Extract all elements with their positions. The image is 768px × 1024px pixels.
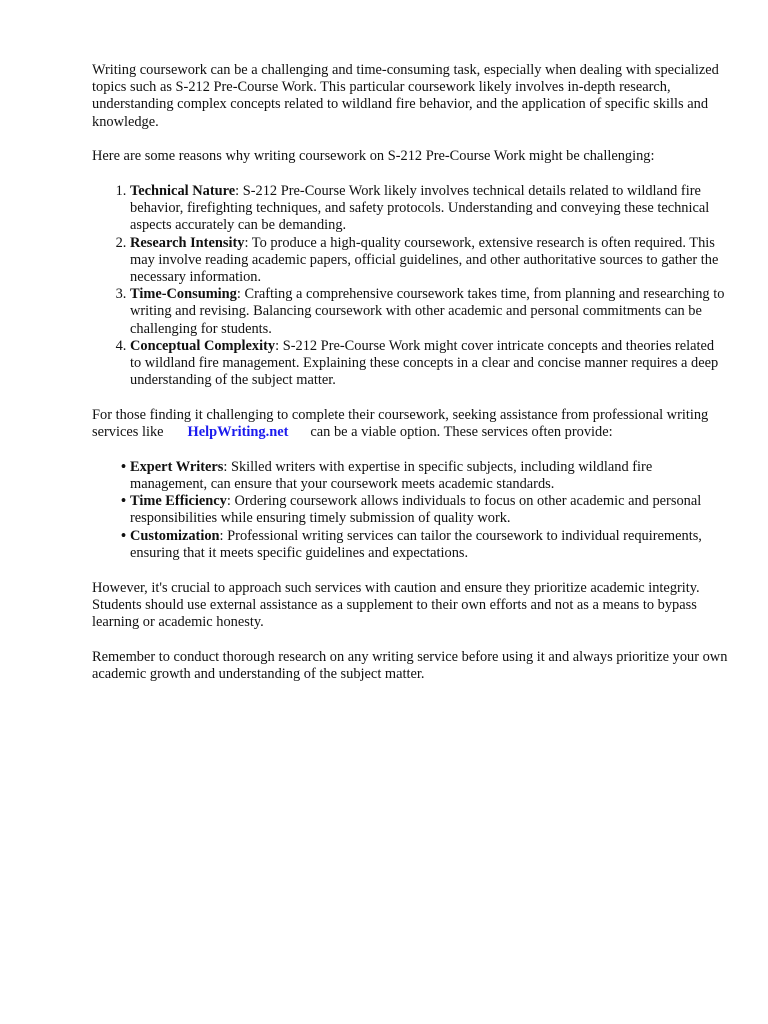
item-text: : To produce a high-quality coursework, extensive research is often required. This may involve reading academic papers, official guidelines, and other authoritative sources to gather the necessary information. (130, 234, 719, 286)
item-text: : S-212 Pre-Course Work likely involves technical details related to wildland fire behavior, firefighting techniques, and safety protocols. Understanding and conveying these technical aspects accurately can be demanding. (130, 183, 710, 234)
list-item (130, 235, 728, 287)
item-text: : S-212 Pre-Course Work might cover intricate concepts and theories related to wildland fire management. Explaining these concepts in a clear and concise manner requires a deep understanding of the subject matter. (130, 337, 719, 389)
list-item (130, 338, 728, 390)
assistance-text-before: For those finding it challenging to complete their coursework, seeking assistance from professional writing services like (92, 406, 709, 441)
caution-paragraph: However, it's crucial to approach such services with caution and ensure they prioritize academic integrity. Students should use external assistance as a supplement to their own efforts and not as a means to bypass learning or academic honesty. (92, 579, 700, 630)
item-title: Technical Nature (130, 183, 236, 200)
bullet-icon: • (121, 527, 127, 544)
document-body (92, 62, 728, 701)
intro-paragraph: Writing coursework can be a challenging and time-consuming task, especially when dealing with specialized topics such as S-212 Pre-Course Work. This particular coursework likely involves in-depth research, understanding complex concepts related to wildland fire behavior, and the application of specific skills and knowledge. (92, 62, 719, 130)
reasons-intro: Here are some reasons why writing coursework on S-212 Pre-Course Work might be challenging: (92, 148, 655, 165)
reasons-list (92, 183, 728, 389)
item-title: Time-Consuming (130, 286, 237, 303)
closing-paragraph: Remember to conduct thorough research on any writing service before using it and always prioritize your own academic growth and understanding of the subject matter. (92, 648, 728, 682)
item-text: : Crafting a comprehensive coursework takes time, from planning and researching to writing and revising. Balancing coursework with other academic and personal commitments can be challenging for students. (130, 286, 725, 337)
item-title: Conceptual Complexity (130, 337, 276, 354)
assistance-paragraph (92, 407, 728, 441)
item-title: Expert Writers (130, 458, 224, 475)
item-text: : Ordering coursework allows individuals to focus on other academic and personal responsibilities while ensuring timely submission of quality work. (130, 493, 702, 527)
list-item (130, 286, 728, 338)
list-item (121, 458, 728, 493)
bullet-icon: • (121, 493, 127, 510)
item-text: : Professional writing services can tailor the coursework to individual requirements, ensuring that it meets specific guidelines and expectations. (130, 527, 702, 561)
item-title: Customization (130, 527, 220, 544)
assistance-text-after: can be a viable option. These services often provide: (310, 424, 613, 441)
item-title: Research Intensity (130, 234, 245, 251)
helpwriting-link[interactable]: HelpWriting.net (187, 424, 289, 441)
list-item (130, 183, 728, 235)
item-text: : Skilled writers with expertise in specific subjects, including wildland fire management, can ensure that your coursework meets academic standards. (130, 458, 653, 493)
list-item (121, 493, 728, 527)
list-item (121, 527, 728, 562)
benefits-list (92, 459, 728, 562)
bullet-icon: • (121, 458, 127, 475)
item-title: Time Efficiency (130, 493, 227, 510)
